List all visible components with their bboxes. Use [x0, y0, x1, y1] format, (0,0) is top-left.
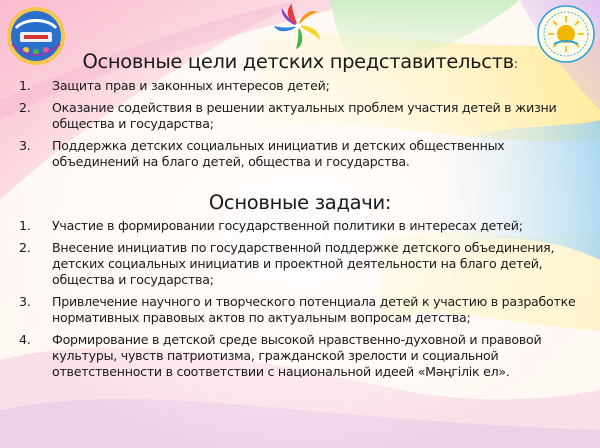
list-item-text: Поддержка детских социальных инициатив и детских общественных объединений на благо детей, общества и государства.	[52, 138, 505, 169]
list-item-text: Внесение инициатив по государственной поддержке детского объединения, детских социальных инициатив и проектной деятельности на благо детей, общества и государства;	[52, 240, 555, 287]
tasks-list-item	[0, 240, 600, 288]
list-item-text: Оказание содействия в решении актуальных проблем участия детей в жизни общества и государства;	[52, 100, 557, 131]
list-item-text: Участие в формировании государственной политики в интересах детей;	[52, 218, 523, 233]
list-item-text: Защита прав и законных интересов детей;	[52, 78, 330, 93]
tasks-list-item	[0, 218, 600, 234]
list-item-text: Привлечение научного и творческого потенциала детей к участию в разработке нормативных правовых актов по актуальным вопросам детства;	[52, 294, 576, 325]
list-item-number: 2.	[19, 240, 31, 255]
goals-title-text: Основные цели детских представительств	[82, 50, 514, 73]
tasks-list-item	[0, 294, 600, 326]
tasks-list	[0, 218, 600, 386]
list-item-number: 3.	[19, 138, 31, 153]
list-item-number: 3.	[19, 294, 31, 309]
goals-list-item	[0, 78, 600, 94]
goals-list	[0, 78, 600, 176]
tasks-list-item	[0, 332, 600, 380]
list-item-number: 1.	[19, 78, 31, 93]
list-item-number: 1.	[19, 218, 31, 233]
list-item-text: Формирование в детской среде высокой нравственно-духовной и правовой культуры, чувств патриотизма, гражданской зрелости и социальной ответственности в соответствии с национальной идеей «Мәңгілік ел».	[52, 332, 542, 379]
goals-title	[0, 50, 600, 73]
list-item-number: 2.	[19, 100, 31, 115]
goals-list-item	[0, 138, 600, 170]
list-item-number: 4.	[19, 332, 31, 347]
rainbow-swirl-logo-icon	[270, 2, 326, 50]
goals-list-item	[0, 100, 600, 132]
tasks-title: Основные задачи:	[208, 191, 392, 214]
goals-title-colon: :	[513, 57, 518, 71]
